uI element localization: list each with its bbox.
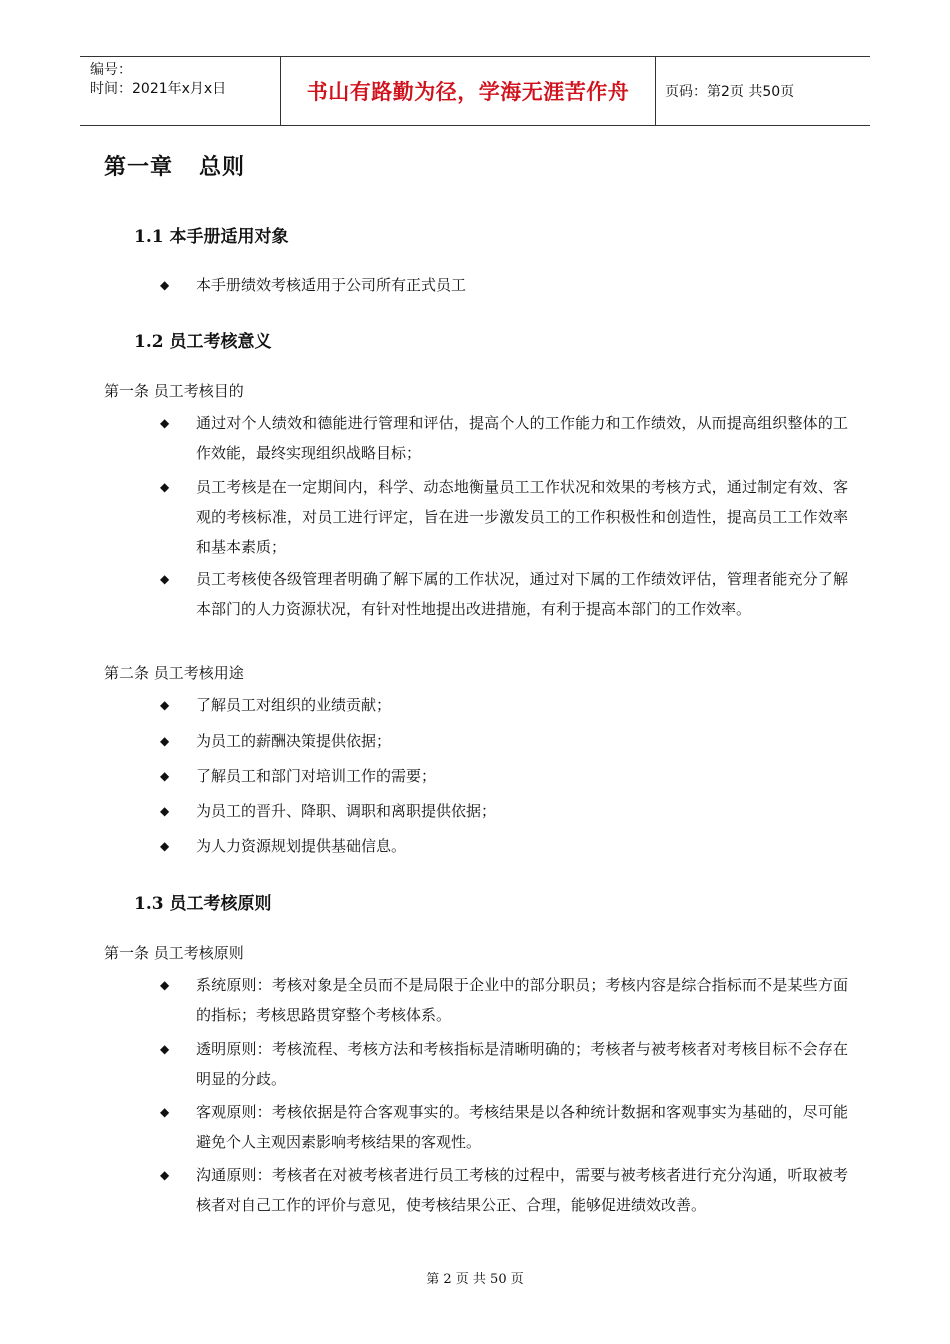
bullet-diamond-icon: ◆: [160, 1105, 170, 1119]
bullet-item: [160, 270, 860, 300]
header-motto-cell: [280, 57, 656, 125]
bullet-diamond-icon: ◆: [160, 734, 170, 748]
section-heading: 1.1 本手册适用对象: [134, 227, 289, 247]
header-page-number: 页码：第2页 共50页: [665, 84, 795, 100]
chapter-title: 总则: [199, 155, 246, 180]
document-number-label: 编号：: [90, 62, 132, 78]
page-header: [80, 56, 870, 126]
bullet-item: [160, 1160, 860, 1220]
bullet-item: [160, 690, 860, 720]
section-heading: 1.2 员工考核意义: [134, 332, 272, 352]
article-heading: 第一条 员工考核目的: [104, 382, 244, 400]
bullet-diamond-icon: ◆: [160, 572, 170, 586]
bullet-text: 为员工的薪酬决策提供依据；: [196, 732, 392, 750]
bullet-text: 客观原则：考核依据是符合客观事实的。考核结果是以各种统计数据和客观事实为基础的，尽可能避免个人主观因素影响考核结果的客观性。: [196, 1103, 848, 1151]
header-motto: 书山有路勤为径，学海无涯苦作舟: [306, 80, 630, 104]
section-heading: 1.3 员工考核原则: [134, 894, 272, 914]
page-footer: 第 2 页 共 50 页: [426, 1272, 524, 1287]
bullet-diamond-icon: ◆: [160, 480, 170, 494]
bullet-item: [160, 1097, 860, 1157]
bullet-text: 本手册绩效考核适用于公司所有正式员工: [196, 276, 467, 294]
bullet-item: [160, 970, 860, 1030]
bullet-text: 为员工的晋升、降职、调职和离职提供依据；: [196, 802, 497, 820]
bullet-diamond-icon: ◆: [160, 804, 170, 818]
bullet-text: 了解员工和部门对培训工作的需要；: [196, 767, 437, 785]
bullet-text: 通过对个人绩效和德能进行管理和评估，提高个人的工作能力和工作绩效，从而提高组织整体的工作效能，最终实现组织战略目标；: [196, 414, 848, 462]
bullet-text: 沟通原则：考核者在对被考核者进行员工考核的过程中，需要与被考核者进行充分沟通，听取被考核者对自己工作的评价与意见，使考核结果公正、合理，能够促进绩效改善。: [196, 1166, 848, 1214]
bullet-diamond-icon: ◆: [160, 698, 170, 712]
bullet-item: [160, 761, 860, 791]
chapter-number: 第一章: [104, 155, 174, 180]
bullet-text: 透明原则：考核流程、考核方法和考核指标是清晰明确的；考核者与被考核者对考核目标不会存在明显的分歧。: [196, 1040, 848, 1088]
header-page-cell: [655, 57, 870, 125]
document-time-label: 时间：2021年x月x日: [90, 81, 227, 97]
bullet-item: [160, 1034, 860, 1094]
bullet-diamond-icon: ◆: [160, 278, 170, 292]
bullet-diamond-icon: ◆: [160, 416, 170, 430]
bullet-text: 为人力资源规划提供基础信息。: [196, 837, 407, 855]
bullet-text: 系统原则：考核对象是全员而不是局限于企业中的部分职员；考核内容是综合指标而不是某些方面的指标；考核思路贯穿整个考核体系。: [196, 976, 848, 1024]
bullet-diamond-icon: ◆: [160, 769, 170, 783]
bullet-diamond-icon: ◆: [160, 839, 170, 853]
bullet-diamond-icon: ◆: [160, 1042, 170, 1056]
bullet-text: 员工考核是在一定期间内，科学、动态地衡量员工工作状况和效果的考核方式，通过制定有效、客观的考核标准，对员工进行评定，旨在进一步激发员工的工作积极性和创造性，提高员工工作效率和基本素质；: [196, 478, 848, 556]
bullet-item: [160, 408, 860, 468]
bullet-text: 了解员工对组织的业绩贡献；: [196, 696, 392, 714]
bullet-diamond-icon: ◆: [160, 1168, 170, 1182]
article-heading: 第一条 员工考核原则: [104, 944, 244, 962]
bullet-text: 员工考核使各级管理者明确了解下属的工作状况，通过对下属的工作绩效评估，管理者能充分了解本部门的人力资源状况，有针对性地提出改进措施，有利于提高本部门的工作效率。: [196, 570, 848, 618]
bullet-diamond-icon: ◆: [160, 978, 170, 992]
bullet-item: [160, 564, 860, 624]
header-meta: [80, 57, 280, 125]
bullet-item: [160, 796, 860, 826]
chapter-heading: [104, 150, 245, 181]
bullet-item: [160, 726, 860, 756]
bullet-item: [160, 472, 860, 562]
article-heading: 第二条 员工考核用途: [104, 664, 244, 682]
bullet-item: [160, 831, 860, 861]
